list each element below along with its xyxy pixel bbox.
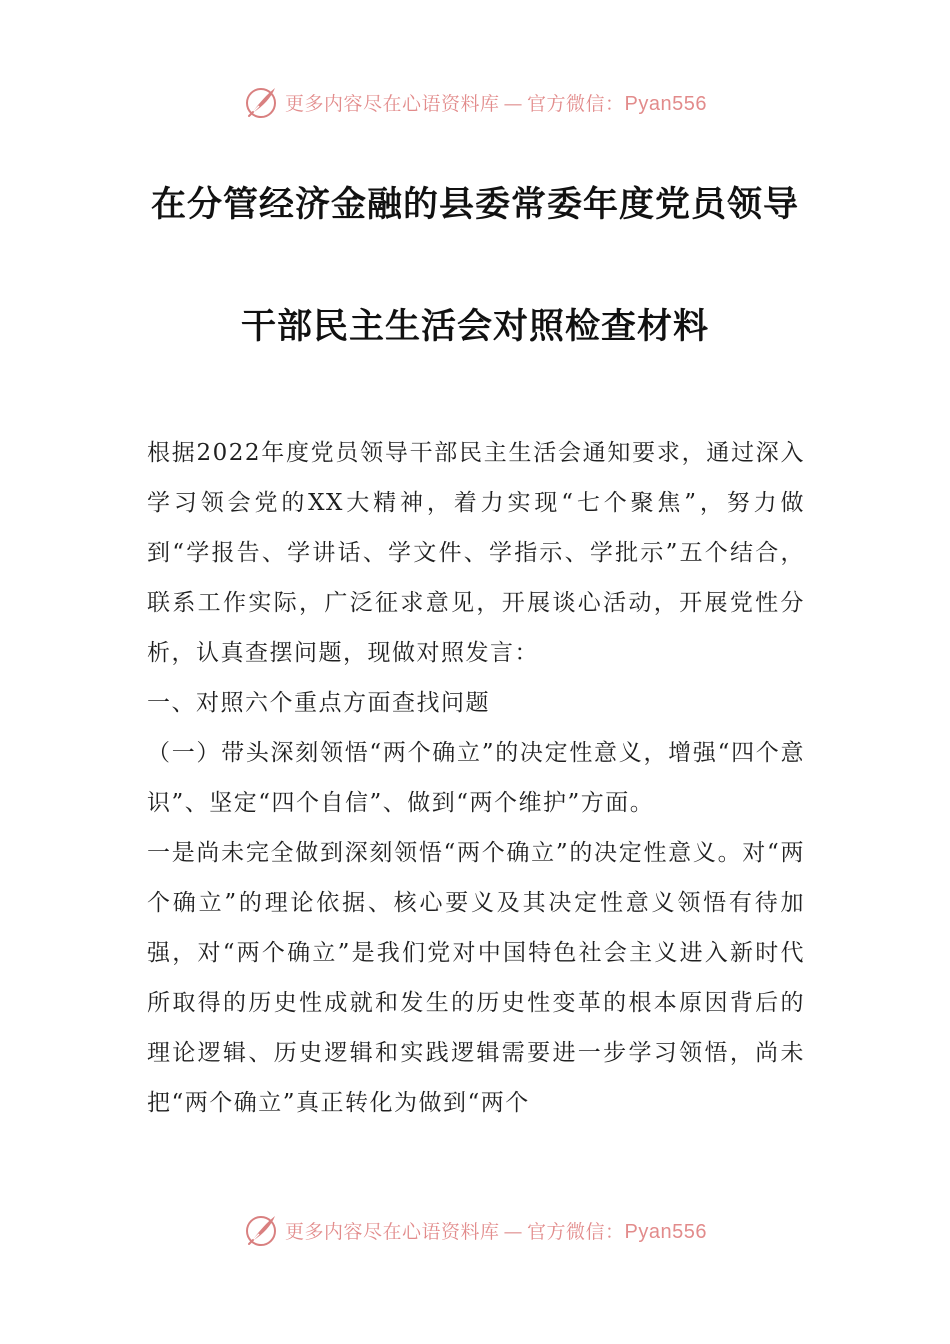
watermark-dash: — xyxy=(503,92,524,115)
body-paragraph-point-1: 一是尚未完全做到深刻领悟“两个确立”的决定性意义。对“两个确立”的理论依据、核心要义及其决定性意义领悟有待加强，对“两个确立”是我们党对中国特色社会主义进入新时代所取得的历史性成就和发生的历史性变革的根本原因背后的理论逻辑、历史逻辑和实践逻辑需要进一步学习领悟，尚未把“两个确立”真正转化为做到“两个 xyxy=(147,840,805,1116)
watermark-dash: — xyxy=(503,1220,524,1243)
quill-logo-icon xyxy=(243,84,279,120)
watermark-main-text: 更多内容尽在心语资料库 xyxy=(285,92,500,115)
watermark-text xyxy=(285,1217,707,1244)
quill-logo-icon xyxy=(243,1212,279,1248)
watermark-banner-top xyxy=(0,82,950,122)
watermark-official-text: 官方微信： xyxy=(527,92,625,115)
watermark-official-text: 官方微信： xyxy=(527,1220,625,1243)
body-paragraph-intro: 根据2022年度党员领导干部民主生活会通知要求，通过深入学习领会党的XX大精神，着力实现“七个聚焦”，努力做到“学报告、学讲话、学文件、学指示、学批示”五个结合，联系工作实际，广泛征求意见，开展谈心活动，开展党性分析，认真查摆问题，现做对照发言： xyxy=(147,440,805,666)
watermark-wechat-id: Pyan556 xyxy=(624,1220,707,1243)
watermark-main-text: 更多内容尽在心语资料库 xyxy=(285,1220,500,1243)
watermark-text xyxy=(285,89,707,116)
body-heading-section-1: 一、对照六个重点方面查找问题 xyxy=(147,690,490,716)
document-body xyxy=(147,428,805,1128)
watermark-wechat-id: Pyan556 xyxy=(624,92,707,115)
watermark-banner-bottom xyxy=(0,1210,950,1250)
body-subheading-1: （一）带头深刻领悟“两个确立”的决定性意义，增强“四个意识”、坚定“四个自信”、做到“两个维护”方面。 xyxy=(147,740,805,816)
document-title-line-1: 在分管经济金融的县委常委年度党员领导 xyxy=(150,185,799,225)
document-title-line-2: 干部民主生活会对照检查材料 xyxy=(240,307,709,347)
